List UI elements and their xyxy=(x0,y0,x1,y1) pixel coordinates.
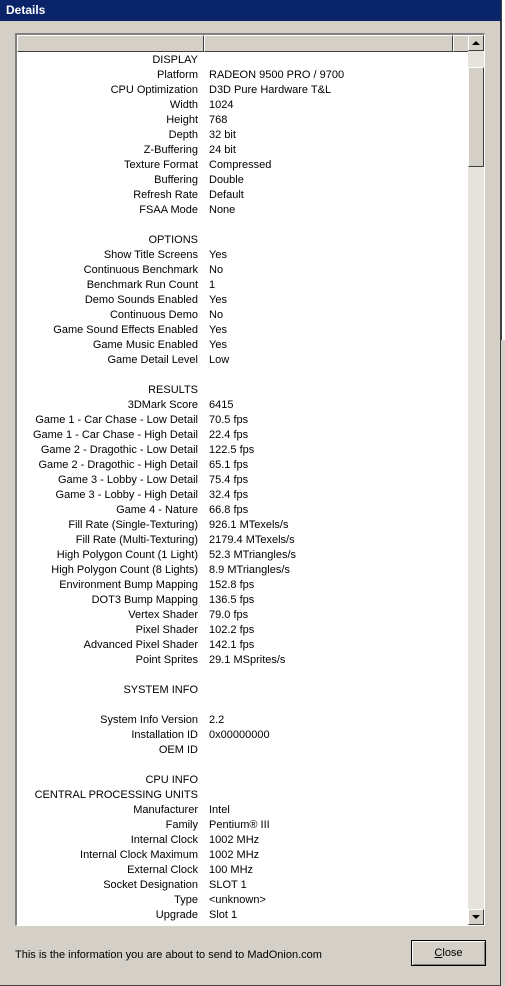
row-value: 29.1 MSprites/s xyxy=(209,654,286,666)
row-name: Installation ID xyxy=(131,729,198,741)
row-value: 1002 MHz xyxy=(209,849,260,861)
row-value: 1024 xyxy=(209,99,234,111)
list-row[interactable] xyxy=(17,128,469,143)
row-name: CENTRAL PROCESSING UNITS xyxy=(34,789,198,801)
row-value: Pentium® III xyxy=(209,819,270,831)
column-header-name[interactable] xyxy=(17,35,204,52)
column-header-filler xyxy=(453,35,469,52)
row-value: Compressed xyxy=(209,159,272,171)
row-name: Game 2 - Dragothic - High Detail xyxy=(38,459,198,471)
list-row[interactable] xyxy=(17,233,469,248)
row-value: 768 xyxy=(209,114,228,126)
list-row[interactable] xyxy=(17,503,469,518)
row-name: Environment Bump Mapping xyxy=(59,579,198,591)
row-value: RADEON 9500 PRO / 9700 xyxy=(209,69,345,81)
list-row[interactable] xyxy=(17,473,469,488)
row-name: 3DMark Score xyxy=(127,399,198,411)
window-edge xyxy=(501,0,505,340)
row-name: Manufacturer xyxy=(133,804,198,816)
row-value: 142.1 fps xyxy=(209,639,255,651)
list-row[interactable] xyxy=(17,713,469,728)
list-row[interactable] xyxy=(17,218,469,233)
row-name: Demo Sounds Enabled xyxy=(84,294,198,306)
list-row[interactable] xyxy=(17,83,469,98)
list-row[interactable] xyxy=(17,278,469,293)
row-name: Type xyxy=(174,894,198,906)
row-value: Yes xyxy=(209,339,227,351)
row-value: 70.5 fps xyxy=(209,414,249,426)
row-name: Internal Clock xyxy=(130,834,198,846)
row-name: Continuous Benchmark xyxy=(83,264,198,276)
row-name: CPU Optimization xyxy=(110,84,198,96)
row-value: Low xyxy=(209,354,230,366)
row-name: Benchmark Run Count xyxy=(86,279,198,291)
list-row[interactable] xyxy=(17,398,469,413)
row-value: 75.4 fps xyxy=(209,474,249,486)
list-row[interactable] xyxy=(17,488,469,503)
list-header xyxy=(17,35,469,52)
row-value: 926.1 MTexels/s xyxy=(209,519,289,531)
row-name: Internal Clock Maximum xyxy=(80,849,198,861)
row-name: Show Title Screens xyxy=(103,249,198,261)
row-name: External Clock xyxy=(127,864,198,876)
scroll-up-button[interactable] xyxy=(468,35,484,51)
row-name: Depth xyxy=(168,129,198,141)
row-name: Family xyxy=(165,819,198,831)
row-value: 1 xyxy=(209,279,216,291)
list-row[interactable] xyxy=(17,338,469,353)
list-row[interactable] xyxy=(17,668,469,683)
row-name: Width xyxy=(169,99,198,111)
row-value: 152.8 fps xyxy=(209,579,255,591)
list-row[interactable] xyxy=(17,878,469,893)
list-row[interactable] xyxy=(17,773,469,788)
list-row[interactable] xyxy=(17,458,469,473)
row-name: Game 2 - Dragothic - Low Detail xyxy=(40,444,198,456)
down-arrow-icon xyxy=(472,915,480,919)
list-row[interactable] xyxy=(17,728,469,743)
row-name: Game 3 - Lobby - High Detail xyxy=(55,489,198,501)
row-name: Height xyxy=(166,114,198,126)
row-value: Yes xyxy=(209,294,227,306)
list-row[interactable] xyxy=(17,143,469,158)
scroll-down-button[interactable] xyxy=(468,909,484,925)
list-row[interactable] xyxy=(17,308,469,323)
row-value: 0x00000000 xyxy=(209,729,270,741)
row-name: Fill Rate (Multi-Texturing) xyxy=(75,534,198,546)
list-row[interactable] xyxy=(17,368,469,383)
row-value: 65.1 fps xyxy=(209,459,249,471)
row-value: 22.4 fps xyxy=(209,429,249,441)
row-value: Yes xyxy=(209,249,227,261)
list-row[interactable] xyxy=(17,293,469,308)
list-row[interactable] xyxy=(17,638,469,653)
window-title-bar[interactable] xyxy=(0,0,501,21)
row-value: 6415 xyxy=(209,399,234,411)
row-value: SLOT 1 xyxy=(209,879,247,891)
row-name: Pixel Shader xyxy=(135,624,198,636)
row-value: 100 MHz xyxy=(209,864,254,876)
row-name: Game 3 - Lobby - Low Detail xyxy=(57,474,198,486)
up-arrow-icon xyxy=(472,41,480,45)
column-header-value[interactable] xyxy=(204,35,453,52)
close-button-label: lose xyxy=(442,947,463,959)
row-name: SYSTEM INFO xyxy=(123,684,198,696)
row-value: Double xyxy=(209,174,244,186)
scroll-thumb[interactable] xyxy=(468,67,484,167)
row-name: OPTIONS xyxy=(148,234,198,246)
row-value: 1002 MHz xyxy=(209,834,260,846)
row-name: Game Detail Level xyxy=(107,354,198,366)
list-row[interactable] xyxy=(17,788,469,803)
list-row[interactable] xyxy=(17,428,469,443)
row-name: DISPLAY xyxy=(152,54,198,66)
row-name: Game Sound Effects Enabled xyxy=(53,324,198,336)
window-title: Details xyxy=(6,3,46,17)
row-name: High Polygon Count (1 Light) xyxy=(56,549,198,561)
row-value: 2179.4 MTexels/s xyxy=(209,534,295,546)
row-value: 66.8 fps xyxy=(209,504,249,516)
row-value: 79.0 fps xyxy=(209,609,249,621)
list-row[interactable] xyxy=(17,548,469,563)
list-row[interactable] xyxy=(17,623,469,638)
close-button-mnemonic: C xyxy=(434,947,443,959)
row-value: D3D Pure Hardware T&L xyxy=(209,84,332,96)
row-value: Default xyxy=(209,189,244,201)
row-name: OEM ID xyxy=(158,744,198,756)
row-value: 136.5 fps xyxy=(209,594,255,606)
list-row[interactable] xyxy=(17,758,469,773)
list-row[interactable] xyxy=(17,263,469,278)
list-row[interactable] xyxy=(17,563,469,578)
list-row[interactable] xyxy=(17,413,469,428)
list-row[interactable] xyxy=(17,113,469,128)
row-name: Vertex Shader xyxy=(128,609,198,621)
list-row[interactable] xyxy=(17,248,469,263)
row-name: High Polygon Count (8 Lights) xyxy=(51,564,198,576)
row-value: <unknown> xyxy=(209,894,266,906)
list-row[interactable] xyxy=(17,68,469,83)
list-row[interactable] xyxy=(17,653,469,668)
list-row[interactable] xyxy=(17,608,469,623)
list-row[interactable] xyxy=(17,803,469,818)
row-name: Texture Format xyxy=(124,159,198,171)
row-name: DOT3 Bump Mapping xyxy=(91,594,198,606)
list-row[interactable] xyxy=(17,173,469,188)
row-name: Socket Designation xyxy=(103,879,198,891)
row-name: FSAA Mode xyxy=(139,204,198,216)
row-name: Platform xyxy=(157,69,198,81)
list-row[interactable] xyxy=(17,443,469,458)
row-name: Fill Rate (Single-Texturing) xyxy=(68,519,198,531)
row-value: Yes xyxy=(209,324,227,336)
list-row[interactable] xyxy=(17,518,469,533)
row-value: 32.4 fps xyxy=(209,489,249,501)
row-value: 102.2 fps xyxy=(209,624,255,636)
close-button[interactable] xyxy=(411,940,486,966)
row-name: Game 1 - Car Chase - Low Detail xyxy=(35,414,198,426)
row-name: Upgrade xyxy=(155,909,198,921)
row-name: Game 4 - Nature xyxy=(116,504,198,516)
vertical-scrollbar[interactable] xyxy=(468,35,484,925)
list-row[interactable] xyxy=(17,893,469,908)
footer-info-text: This is the information you are about to send to MadOnion.com xyxy=(15,949,322,961)
row-name: Game Music Enabled xyxy=(92,339,198,351)
row-name: CPU INFO xyxy=(145,774,198,786)
list-row[interactable] xyxy=(17,593,469,608)
list-row[interactable] xyxy=(17,833,469,848)
list-row[interactable] xyxy=(17,848,469,863)
row-name: Refresh Rate xyxy=(133,189,198,201)
row-value: Intel xyxy=(209,804,230,816)
details-list[interactable] xyxy=(15,33,485,926)
row-value: 8.9 MTriangles/s xyxy=(209,564,290,576)
list-row[interactable] xyxy=(17,683,469,698)
row-name: Buffering xyxy=(154,174,198,186)
list-row[interactable] xyxy=(17,818,469,833)
row-value: 2.2 xyxy=(209,714,225,726)
list-row[interactable] xyxy=(17,203,469,218)
list-row[interactable] xyxy=(17,578,469,593)
list-row[interactable] xyxy=(17,533,469,548)
row-value: No xyxy=(209,309,224,321)
list-row[interactable] xyxy=(17,863,469,878)
row-name: Continuous Demo xyxy=(109,309,198,321)
list-row[interactable] xyxy=(17,908,469,923)
row-value: 52.3 MTriangles/s xyxy=(209,549,297,561)
row-value: Slot 1 xyxy=(209,909,238,921)
list-row[interactable] xyxy=(17,98,469,113)
window-edge-lower xyxy=(501,340,505,986)
list-row[interactable] xyxy=(17,698,469,713)
row-name: System Info Version xyxy=(100,714,198,726)
list-row[interactable] xyxy=(17,188,469,203)
list-row[interactable] xyxy=(17,743,469,758)
row-value: 122.5 fps xyxy=(209,444,255,456)
row-name: Advanced Pixel Shader xyxy=(83,639,198,651)
row-name: Game 1 - Car Chase - High Detail xyxy=(32,429,198,441)
row-name: Point Sprites xyxy=(135,654,198,666)
list-row[interactable] xyxy=(17,323,469,338)
list-row[interactable] xyxy=(17,353,469,368)
row-value: 24 bit xyxy=(209,144,236,156)
row-name: RESULTS xyxy=(148,384,198,396)
list-row[interactable] xyxy=(17,53,469,68)
row-value: None xyxy=(209,204,236,216)
list-rows xyxy=(17,53,469,923)
row-value: No xyxy=(209,264,224,276)
row-value: 32 bit xyxy=(209,129,236,141)
list-row[interactable] xyxy=(17,158,469,173)
row-name: Z-Buffering xyxy=(143,144,198,156)
list-row[interactable] xyxy=(17,383,469,398)
